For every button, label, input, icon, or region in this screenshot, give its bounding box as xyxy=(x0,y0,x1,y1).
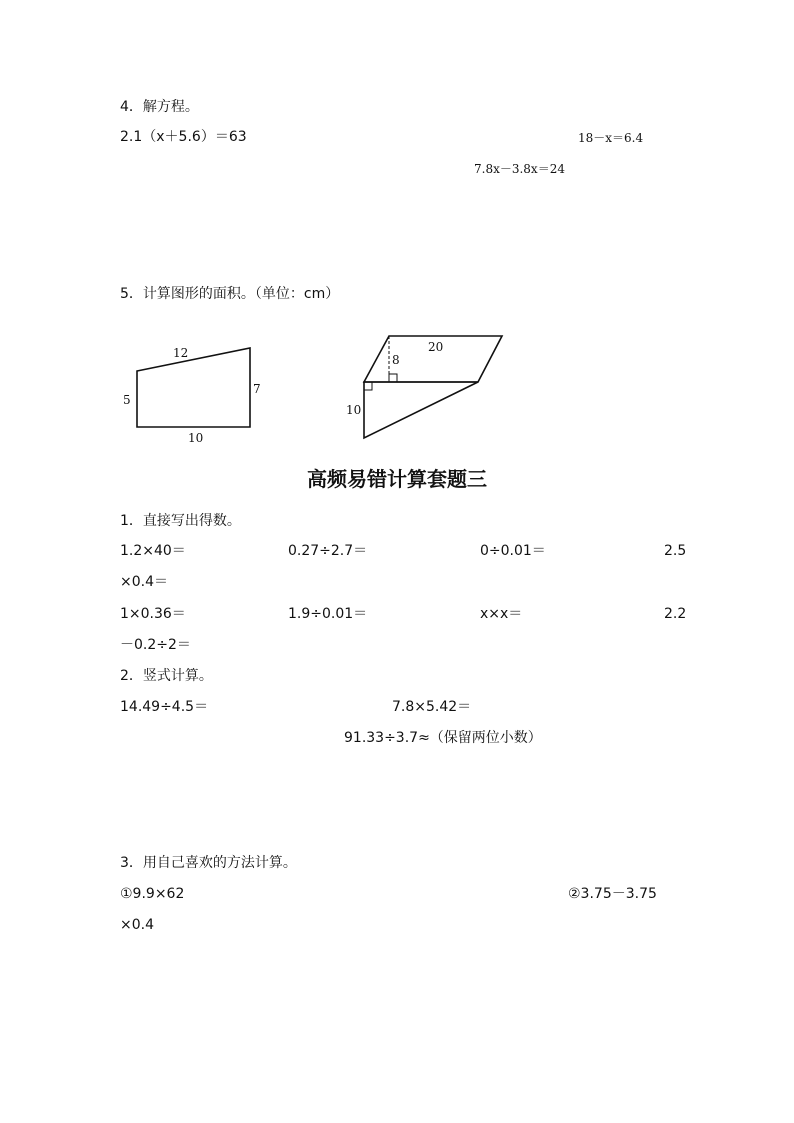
section-title: 高频易错计算套题三 xyxy=(307,467,487,491)
b-q1-heading: 1．直接写出得数。 xyxy=(120,513,241,529)
b-q2-heading: 2．竖式计算。 xyxy=(120,668,213,684)
triangle-shape xyxy=(364,382,478,438)
b-q3-item-2-wrap: ×0.4 xyxy=(120,917,154,933)
trapezoid-right-label: 7 xyxy=(253,382,261,396)
q4-equation-1: 2.1（x＋5.6）＝63 xyxy=(120,129,247,145)
b-q1-r1-c3: 0÷0.01＝ xyxy=(480,543,546,559)
b-q2-item-3: 91.33÷3.7≈（保留两位小数） xyxy=(344,730,542,746)
parallelogram-height-label: 8 xyxy=(392,353,400,367)
trapezoid-top-label: 12 xyxy=(173,346,189,360)
b-q3-item-1: ①9.9×62 xyxy=(120,886,185,902)
q4-equation-2: 18－x＝6.4 xyxy=(578,131,644,145)
q4-equation-3: 7.8x－3.8x＝24 xyxy=(474,162,565,176)
b-q1-r1-c2: 0.27÷2.7＝ xyxy=(288,543,368,559)
composite-figure xyxy=(0,0,794,460)
b-q1-r2-c3: x×x＝ xyxy=(480,606,523,622)
right-angle-mark-top xyxy=(389,374,397,382)
triangle-side-label: 10 xyxy=(346,403,362,417)
trapezoid-left-label: 5 xyxy=(123,393,131,407)
q5-heading: 5．计算图形的面积。（单位：cm） xyxy=(120,286,340,302)
b-q1-r2-c4: 2.2 xyxy=(664,606,687,622)
b-q1-r1-wrap: ×0.4＝ xyxy=(120,574,168,590)
b-q1-r2-c2: 1.9÷0.01＝ xyxy=(288,606,368,622)
b-q3-heading: 3．用自己喜欢的方法计算。 xyxy=(120,855,297,871)
b-q1-r1-c1: 1.2×40＝ xyxy=(120,543,186,559)
b-q1-r1-c4: 2.5 xyxy=(664,543,687,559)
parallelogram-top-label: 20 xyxy=(428,340,444,354)
b-q1-r2-wrap: －0.2÷2＝ xyxy=(120,637,191,653)
b-q2-item-2: 7.8×5.42＝ xyxy=(392,699,472,715)
b-q2-item-1: 14.49÷4.5＝ xyxy=(120,699,209,715)
right-angle-mark-side xyxy=(364,382,372,390)
b-q3-item-2: ②3.75－3.75 xyxy=(568,886,657,902)
q4-heading: 4．解方程。 xyxy=(120,99,199,115)
trapezoid-bottom-label: 10 xyxy=(188,431,204,445)
b-q1-r2-c1: 1×0.36＝ xyxy=(120,606,186,622)
